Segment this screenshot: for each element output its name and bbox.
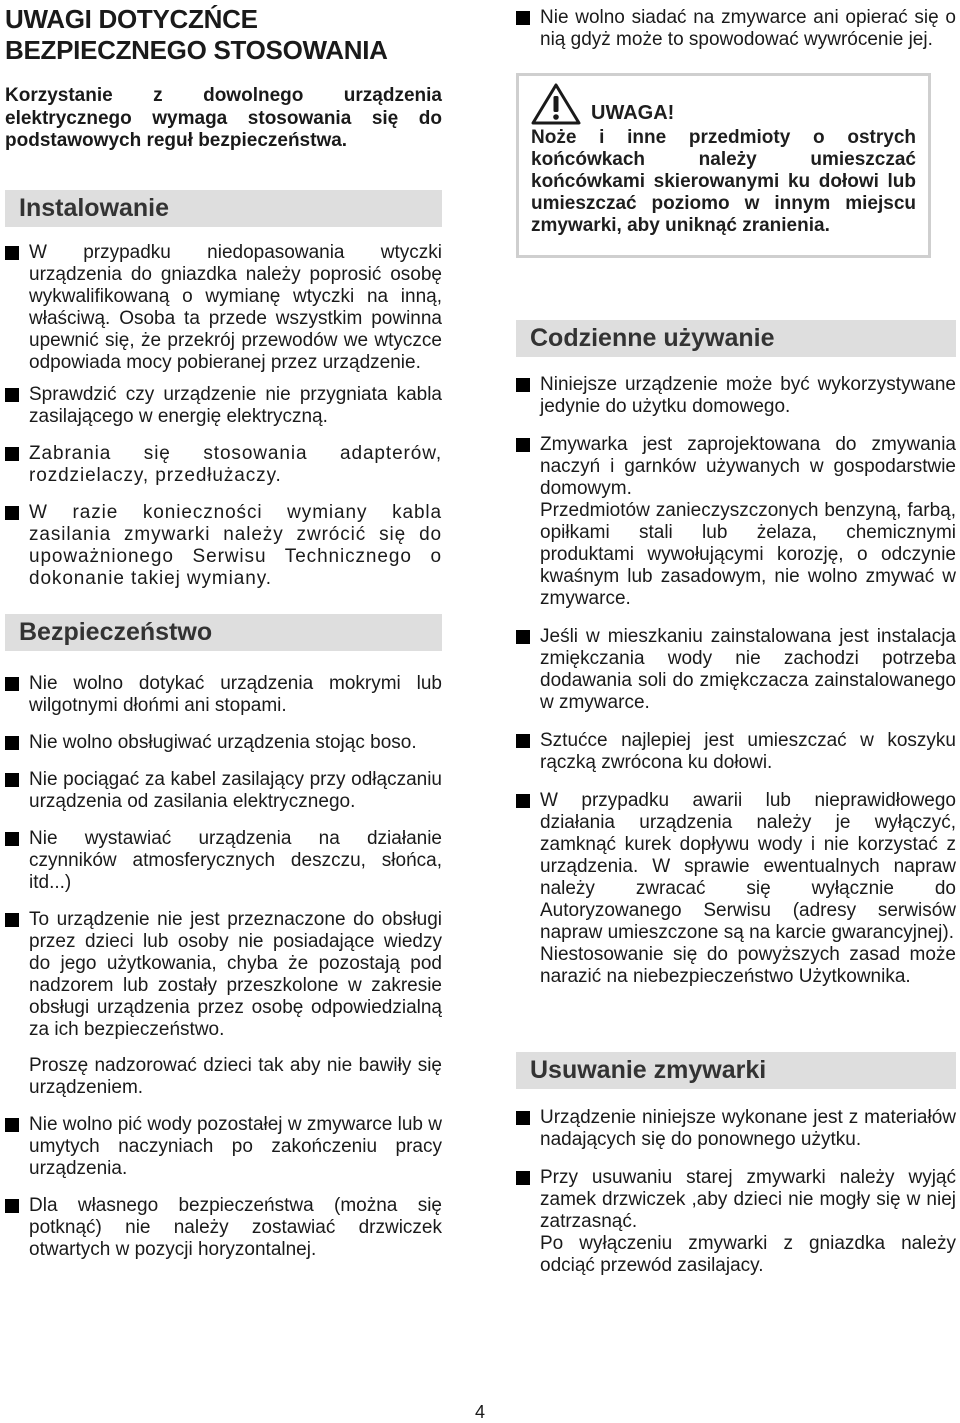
- left-column: [5, 0, 442, 1261]
- item-text: Przy usuwaniu starej zmywarki należy wyjąć zamek drzwiczek ,aby dzieci nie mogły się w niej zatrzasnąć.: [540, 1167, 956, 1232]
- list-item: Nie wystawiać urządzenia na działanie czynników atmosferycznych deszczu, słońca, itd...): [5, 828, 442, 894]
- page-number: 4: [474, 1402, 485, 1422]
- supervision-note: Proszę nadzorować dzieci tak aby nie bawiły się urządzeniem.: [29, 1054, 442, 1098]
- seating-list: [516, 7, 956, 51]
- warning-title: UWAGA!: [591, 102, 675, 124]
- item-text: W przypadku awarii lub nieprawidłowego działania urządzenia należy je wyłączyć, zamknąć kurek dopływu wody i nie korzystać z urządzenia. W sprawie ewentualnych napraw należy zwracać się wyłącznie do Autoryzowanego Serwisu (adresy serwisów napraw umieszczone są na karcie gwarancyjnej).: [540, 790, 956, 943]
- list-item: Sprawdzić czy urządzenie nie przygniata kabla zasilającego w energię elektryczną.: [5, 384, 442, 428]
- item-text: Zmywarka jest zaprojektowana do zmywania naczyń i garnków używanych w gospodarstwie domowym.: [540, 434, 956, 499]
- title-line: BEZPIECZNEGO STOSOWANIA: [5, 35, 388, 65]
- title-line: UWAGI DOTYCZŃCE: [5, 4, 258, 34]
- safety-list: [5, 673, 442, 1261]
- right-column: [516, 0, 956, 1277]
- dishwasher-note: Przedmiotów zanieczyszczonych benzyną, farbą, opiłkami stali lub żelaza, chemicznymi produktami wywołującymi korozję, o odczynie kwaśnym lub zasadowym, nie wolno zmywać w zmywarce.: [540, 500, 956, 609]
- document-title: [5, 0, 442, 66]
- item-text: To urządzenie nie jest przeznaczone do obsługi przez dzieci lub osoby nie posiadające wiedzy do jego użytkowania, chyba że pozostają pod nadzorem lub zostały przeszkolone w zakresie obsługi urządzenia przez osobę odpowiedzialną za ich bezpieczeństwo.: [29, 908, 442, 1040]
- installation-list: [5, 242, 442, 590]
- intro-paragraph: Korzystanie z dowolnego urządzenia elektrycznego wymaga stosowania się do podstawowych reguł bezpieczeństwa.: [5, 85, 442, 151]
- unplug-note: Po wyłączeniu zmywarki z gniazdka należy odciąć przewód zasilajacy.: [540, 1233, 956, 1276]
- list-item: Nie wolno pić wody pozostałej w zmywarce lub w umytych naczyniach po zakończeniu pracy urządzenia.: [5, 1114, 442, 1180]
- list-item: Nie wolno dotykać urządzenia mokrymi lub wilgotnymi dłońmi ani stopami.: [5, 673, 442, 717]
- list-item: W razie konieczności wymiany kabla zasilania zmywarki należy zwrócić się do upoważnionego Serwisu Technicznego o dokonanie takiej wymiany.: [5, 502, 442, 590]
- list-item: [516, 434, 956, 610]
- list-item: Nie wolno siadać na zmywarce ani opierać się o nią gdyż może to spowodować wywrócenie jej.: [516, 7, 956, 51]
- section-heading-installation: Instalowanie: [5, 190, 442, 227]
- list-item: Dla własnego bezpieczeństwa (można się potknąć) nie należy zostawiać drzwiczek otwartych w pozycji horyzontalnej.: [5, 1195, 442, 1261]
- list-item: Urządzenie niniejsze wykonane jest z materiałów nadających się do ponownego użytku.: [516, 1107, 956, 1151]
- list-item: Nie wolno obsługiwać urządzenia stojąc boso.: [5, 732, 442, 754]
- section-heading-disposal: Usuwanie zmywarki: [516, 1052, 956, 1089]
- disposal-list: [516, 1107, 956, 1277]
- list-item: [5, 909, 442, 1099]
- list-item: Niniejsze urządzenie może być wykorzystywane jedynie do użytku domowego.: [516, 374, 956, 418]
- warning-triangle-icon: [531, 83, 581, 125]
- list-item: Zabrania się stosowania adapterów, rozdzielaczy, przedłużaczy.: [5, 443, 442, 487]
- daily-use-list: [516, 374, 956, 988]
- list-item: Jeśli w mieszkaniu zainstalowana jest instalacja zmiękczania wody nie zachodzi potrzeba dodawania soli do zmiękczacza zainstalowanego w zmywarce.: [516, 626, 956, 714]
- section-heading-daily-use: Codzienne używanie: [516, 320, 956, 357]
- list-item: [516, 790, 956, 988]
- list-item: [516, 1167, 956, 1277]
- warning-header: [531, 83, 916, 125]
- list-item: Sztućce najlepiej jest umieszczać w koszyku rączką zwrócona ku dołowi.: [516, 730, 956, 774]
- warning-box: [516, 73, 931, 258]
- section-heading-safety: Bezpieczeństwo: [5, 614, 442, 651]
- failure-note: Niestosowanie się do powyższych zasad może narazić na niebezpieczeństwo Użytkownika.: [540, 944, 956, 987]
- warning-text: Noże i inne przedmioty o ostrych końcówkach należy umieszczać końcówkami skierowanymi ku dołowi lub umieszczać poziomo w innym miejscu zmywarki, aby uniknąć zranienia.: [531, 127, 916, 236]
- list-item: Nie pociągać za kabel zasilający przy odłączaniu urządzenia od zasilania elektrycznego.: [5, 769, 442, 813]
- list-item: W przypadku niedopasowania wtyczki urządzenia do gniazdka należy poprosić osobę wykwalifikowaną o wymianę wtyczki na inną, właściwą. Osoba ta przede wszystkim powinna upewnić się, że przekrój przewodów we wtyczce odpowiada mocy pobieranej przez urządzenie.: [5, 242, 442, 374]
